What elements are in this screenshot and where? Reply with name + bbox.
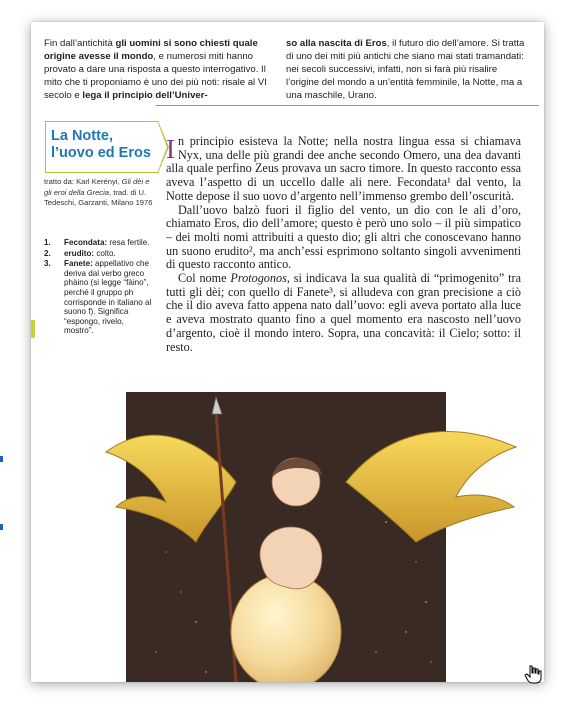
source-prefix: tratto da: Karl Kerényi, [44, 177, 122, 186]
intro-bold-run: lega il principio dell’Univer- [82, 90, 208, 101]
book-page [31, 22, 544, 682]
footnote-term: Fanete: [64, 259, 93, 269]
paragraph-1 [166, 135, 521, 204]
source-work: Gli dèi e gli eroi della Grecia [44, 177, 150, 197]
drop-cap: I [166, 134, 175, 164]
chapter-title-line-2: l’uovo ed Eros [51, 145, 151, 161]
footnote-term: Fecondata: [64, 238, 108, 247]
intro-text-run: Fin dall’antichità [44, 38, 116, 49]
hand-cursor-icon [524, 664, 542, 684]
paragraph-3-italic: Protogonos [230, 271, 287, 286]
page-side-tab [31, 320, 35, 338]
footnotes [44, 238, 154, 337]
margin-marker [0, 524, 3, 530]
intro-bold-run: gli uomini si sono chiesti quale origine avesse il mondo [44, 38, 258, 62]
paragraph-2: Dall’uovo balzò fuori il figlio del vento, un dio con le ali d’oro, chiamato Eros, dio dell’amore; questo è però uno solo – il più simpatico – dei molti nomi attribuiti a questo dio; gli altri che conoscevano hanno un suono erudito², ma anch’essi esprimono soltanto singoli avvenimenti di questo racconto antico. [166, 202, 521, 272]
footnote [44, 238, 154, 248]
footnote-text: resa fertile. [107, 238, 150, 247]
section-divider [156, 105, 539, 106]
paragraph-3-text: , si indicava la sua qualità di “primogenito” tra tutti gli dèi; con quello di Fanete³, si alludeva con gran precisione a ciò che il dio aveva fatto appena nato dall’uovo: egli aveva portato alla luce e aveva mostrato quanto fino a quel momento era nascosto nell’uovo d’argento, cioè il mondo intero. Sopra, una concavità: il Cielo; sotto: il resto. [166, 271, 521, 354]
intro-text-run: , il futuro dio dell’amore. Si tratta di uno dei miti più antichi che siano mai stati tramandati: nei secoli successivi, infatti, non si farà più risalire l’origine del mondo a un’entità femminile, la Notte, ma a una maschile, Urano. [286, 38, 525, 101]
intro-column-right [286, 37, 532, 102]
intro-column-left [44, 37, 274, 102]
chapter-title [45, 121, 159, 173]
intro-bold-run: so alla nascita di Eros [286, 38, 387, 49]
footnote-term: erudito: [64, 248, 95, 258]
footnote-number: 3. [44, 259, 51, 269]
source-suffix: , trad. di U. Tedeschi, Garzanti, Milano 1976 [44, 187, 153, 207]
paragraph-1-text: n principio esisteva la Notte; nella nostra lingua essa si chiamava Nyx, una delle più grandi dee anche secondo Omero, una dea davanti alla quale perfino Zeus provava un sacro timore. In questo racconto essa aveva l’aspetto di un uccello dalle ali nere. Fecondata¹ dal vento, la Notte depose il suo uovo d’argento nell’immenso grembo dell’oscurità. [166, 134, 521, 203]
egg [231, 574, 341, 682]
footnote [44, 249, 154, 259]
eros-egg-illustration [86, 392, 526, 682]
intro-text-run: , e numerosi miti hanno provato a dare una risposta a questo interrogativo. Il mito che ti proponiamo è uno dei più noti: risale al VI secolo e [44, 51, 267, 101]
main-text [166, 135, 521, 354]
paragraph-3 [166, 272, 521, 354]
footnote [44, 259, 154, 336]
footnote-text: appellativo che deriva dal verbo greco phàino (si legge “fàino”, perché il gruppo ph corrisponde in italiano al suono f). Significa “espongo, rivelo, mostro”. [64, 259, 152, 336]
paragraph-3-text: Col nome [178, 271, 231, 286]
footnote-number: 1. [44, 238, 51, 247]
footnote-text: colto. [94, 248, 116, 258]
source-citation [44, 177, 154, 209]
margin-marker [0, 456, 3, 462]
footnote-number: 2. [44, 248, 51, 258]
eros-body [260, 527, 322, 589]
chapter-title-line-1: La Notte, [51, 128, 114, 144]
